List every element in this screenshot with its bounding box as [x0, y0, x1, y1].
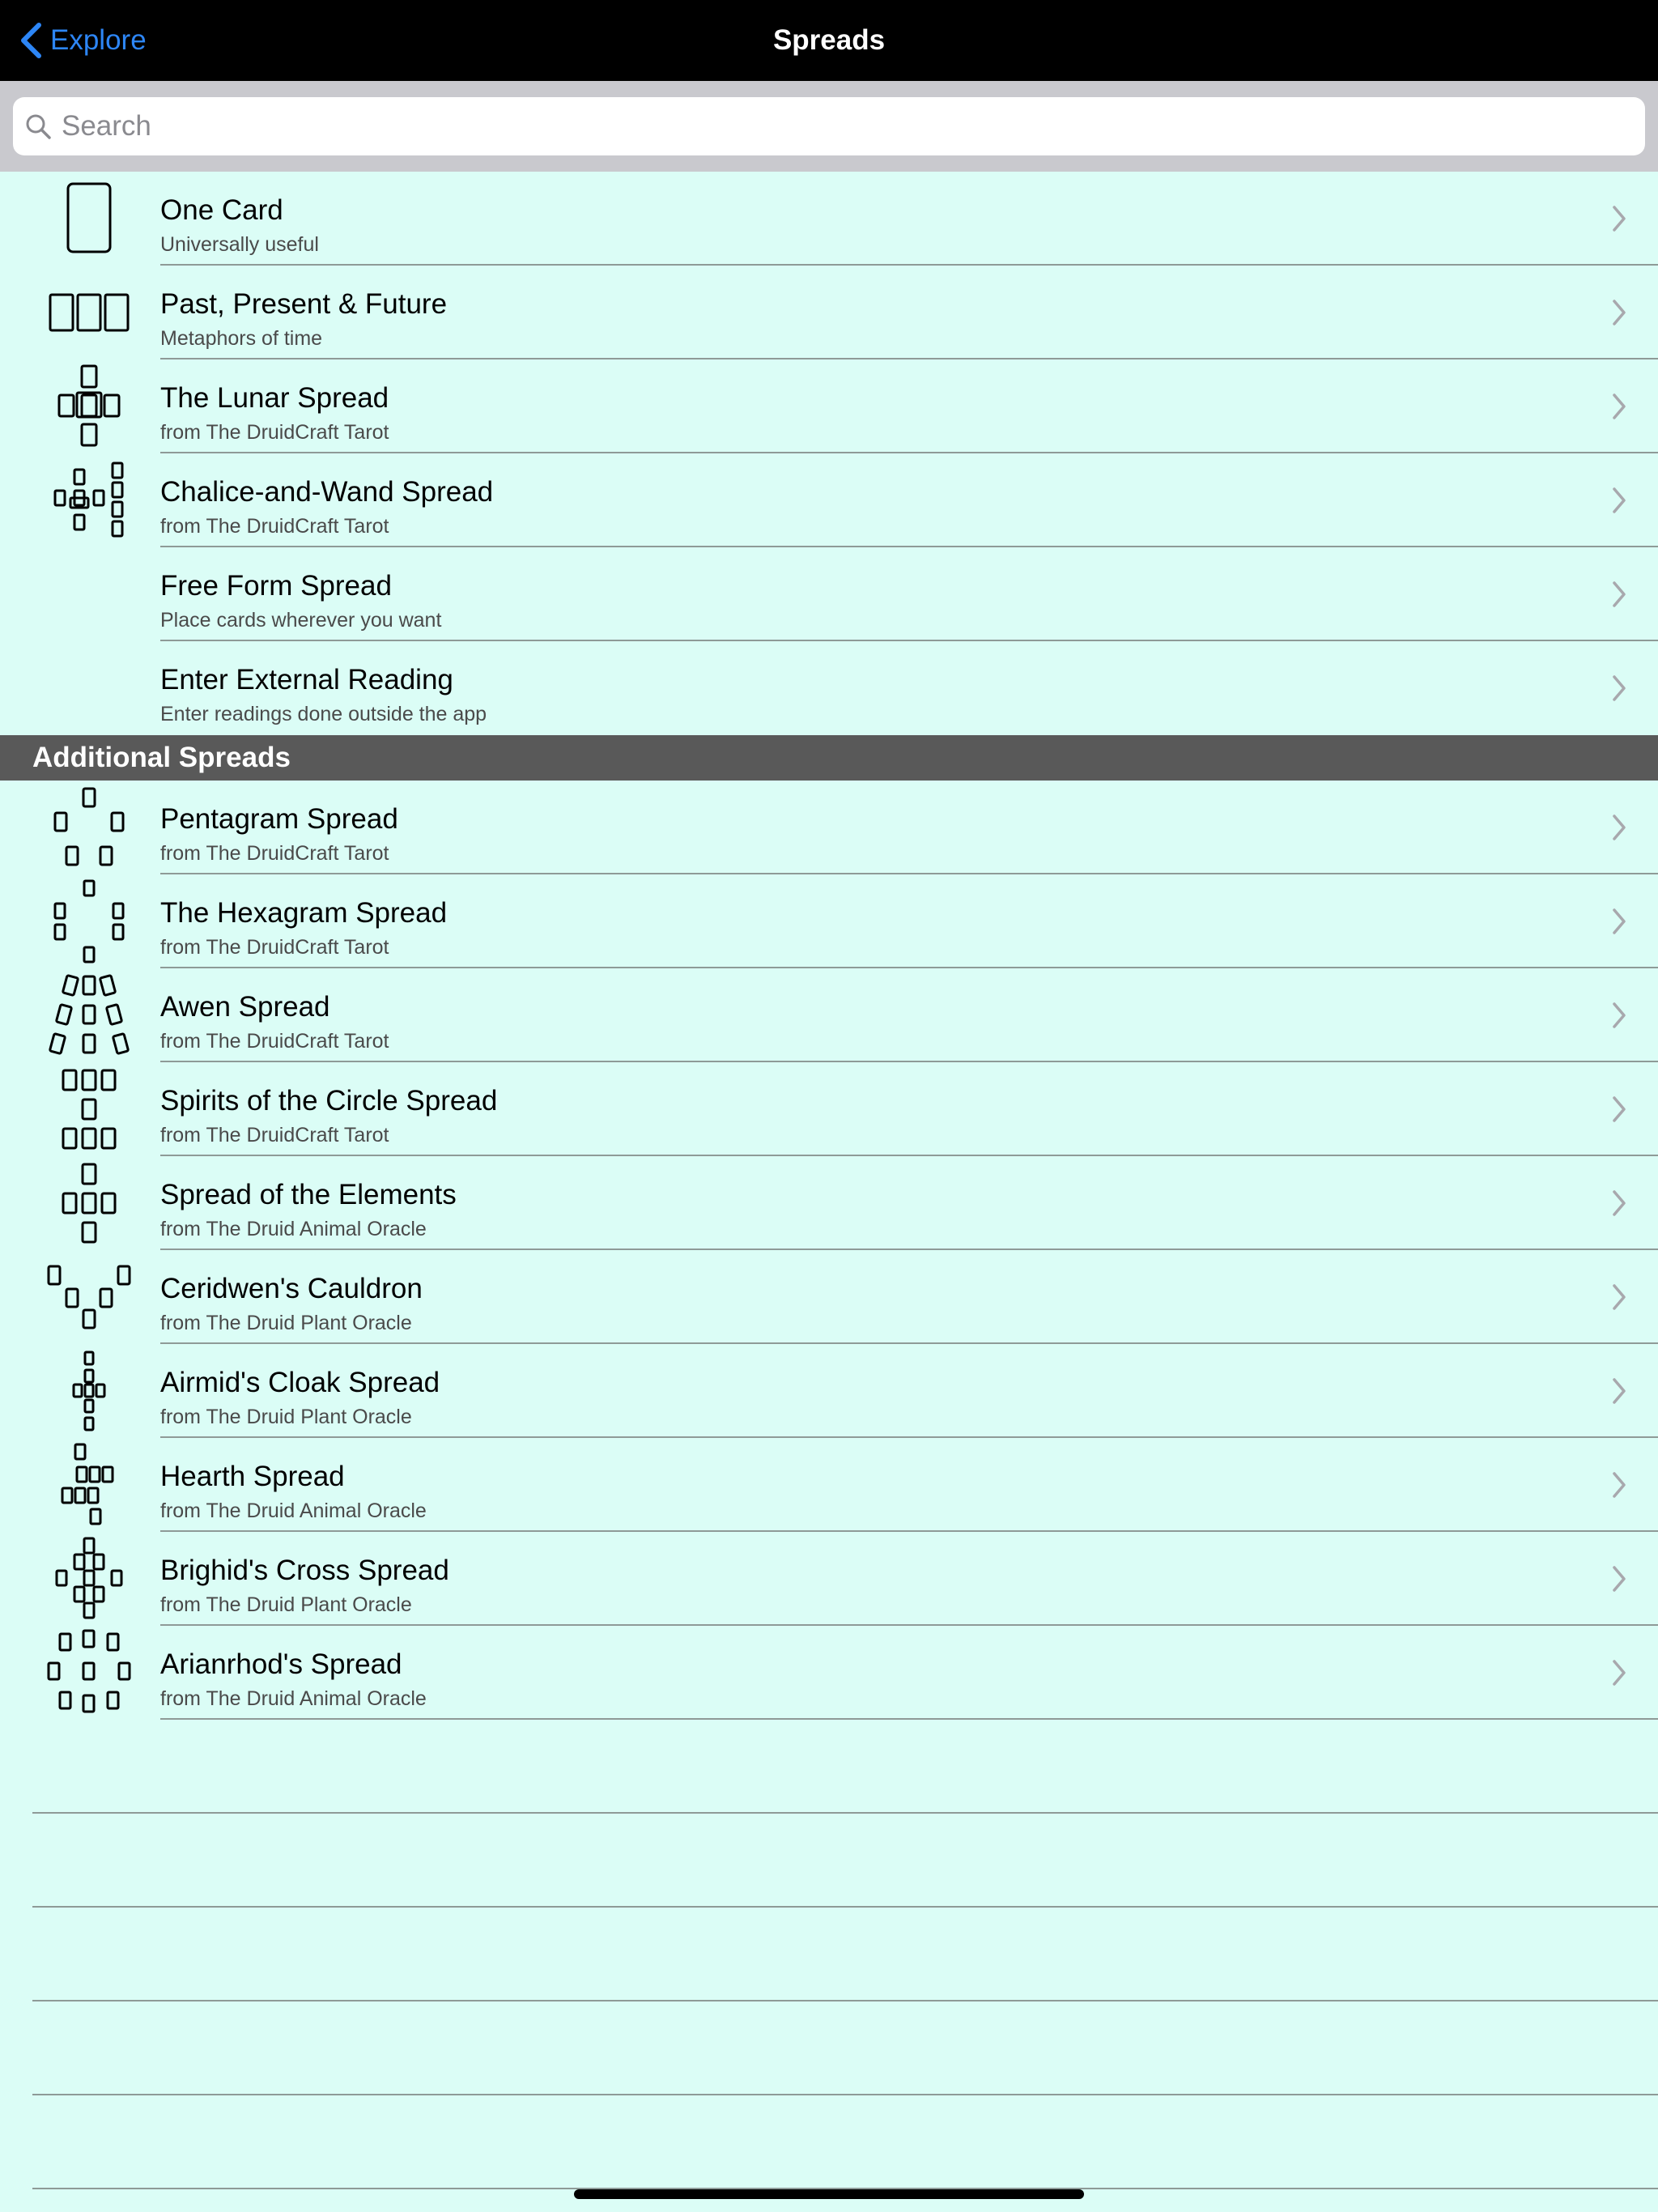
chevron-right-icon	[1611, 1376, 1627, 1406]
spread-title: The Hexagram Spread	[160, 897, 448, 929]
spread-subtitle: Place cards wherever you want	[160, 609, 442, 632]
spread-row-brighids-cross[interactable]	[0, 1532, 1658, 1626]
spread-subtitle: from The DruidCraft Tarot	[160, 515, 389, 538]
row-separator	[32, 2094, 1658, 2095]
search-bar	[0, 81, 1658, 172]
spread-title: Spirits of the Circle Spread	[160, 1085, 498, 1117]
elements-spread-icon	[32, 1156, 146, 1250]
spread-subtitle: from The Druid Animal Oracle	[160, 1499, 427, 1522]
spread-title: The Lunar Spread	[160, 382, 389, 414]
spread-title: Airmid's Cloak Spread	[160, 1367, 440, 1398]
one-card-spread-icon	[32, 172, 146, 266]
spread-subtitle: from The DruidCraft Tarot	[160, 936, 389, 959]
spread-subtitle: from The DruidCraft Tarot	[160, 421, 389, 444]
spread-row-awen[interactable]	[0, 968, 1658, 1062]
spread-subtitle: from The Druid Animal Oracle	[160, 1687, 427, 1710]
awen-spread-icon	[32, 968, 146, 1062]
spread-row-chalice-and-wand[interactable]	[0, 453, 1658, 547]
chevron-right-icon	[1611, 813, 1627, 842]
chevron-right-icon	[1611, 674, 1627, 703]
spread-title: Spread of the Elements	[160, 1179, 457, 1210]
spread-row-spirits-of-the-circle[interactable]	[0, 1062, 1658, 1156]
row-separator	[32, 1906, 1658, 1908]
spread-row-airmids-cloak[interactable]	[0, 1344, 1658, 1438]
spread-row-ceridwens-cauldron[interactable]	[0, 1250, 1658, 1344]
spread-title: Brighid's Cross Spread	[160, 1555, 449, 1586]
magnifier-icon	[24, 113, 52, 140]
spread-row-external-reading[interactable]	[0, 641, 1658, 735]
ceridwens-cauldron-spread-icon	[32, 1250, 146, 1344]
spread-title: One Card	[160, 194, 283, 226]
navigation-bar	[0, 0, 1658, 81]
spread-title: Hearth Spread	[160, 1461, 345, 1492]
back-button-label: Explore	[50, 24, 147, 56]
chevron-right-icon	[1611, 298, 1627, 327]
chevron-left-icon	[18, 22, 44, 59]
spread-title: Free Form Spread	[160, 570, 392, 602]
spread-subtitle: Enter readings done outside the app	[160, 703, 487, 725]
spread-row-lunar[interactable]	[0, 359, 1658, 453]
pentagram-spread-icon	[32, 781, 146, 874]
brighids-cross-spread-icon	[32, 1532, 146, 1626]
row-separator	[160, 1718, 1658, 1720]
hexagram-spread-icon	[32, 874, 146, 968]
chevron-right-icon	[1611, 1095, 1627, 1124]
spread-row-free-form[interactable]	[0, 547, 1658, 641]
spread-subtitle: Metaphors of time	[160, 327, 323, 350]
chevron-right-icon	[1611, 1189, 1627, 1218]
chevron-right-icon	[1611, 1564, 1627, 1593]
lunar-spread-icon	[32, 359, 146, 453]
spread-title: Awen Spread	[160, 991, 330, 1023]
spread-subtitle: from The Druid Animal Oracle	[160, 1218, 427, 1240]
search-input[interactable]	[62, 102, 1645, 151]
chevron-right-icon	[1611, 486, 1627, 515]
spread-subtitle: from The Druid Plant Oracle	[160, 1593, 412, 1616]
spread-subtitle: from The Druid Plant Oracle	[160, 1312, 412, 1334]
row-separator	[32, 2000, 1658, 2001]
spread-row-hexagram[interactable]	[0, 874, 1658, 968]
chevron-right-icon	[1611, 1658, 1627, 1687]
home-indicator[interactable]	[574, 2189, 1084, 2199]
chevron-right-icon	[1611, 1470, 1627, 1499]
row-separator	[32, 1812, 1658, 1814]
spread-subtitle: from The DruidCraft Tarot	[160, 1030, 389, 1053]
additional-spreads-list	[0, 781, 1658, 1720]
spread-title: Enter External Reading	[160, 664, 453, 696]
spread-row-one-card[interactable]	[0, 172, 1658, 266]
spread-row-past-present-future[interactable]	[0, 266, 1658, 359]
chevron-right-icon	[1611, 1283, 1627, 1312]
spread-title: Ceridwen's Cauldron	[160, 1273, 423, 1304]
page-title: Spreads	[772, 24, 886, 56]
spread-subtitle: from The DruidCraft Tarot	[160, 842, 389, 865]
chevron-right-icon	[1611, 392, 1627, 421]
spread-subtitle: from The Druid Plant Oracle	[160, 1406, 412, 1428]
spread-row-elements[interactable]	[0, 1156, 1658, 1250]
spread-row-hearth[interactable]	[0, 1438, 1658, 1532]
back-button[interactable]	[18, 18, 147, 63]
three-card-spread-icon	[32, 266, 146, 359]
section-header-label: Additional Spreads	[32, 742, 291, 773]
spread-row-arianrhods[interactable]	[0, 1626, 1658, 1720]
spirits-of-the-circle-spread-icon	[32, 1062, 146, 1156]
spread-title: Past, Present & Future	[160, 288, 448, 320]
chalice-and-wand-spread-icon	[32, 453, 146, 547]
chevron-right-icon	[1611, 907, 1627, 936]
spread-title: Chalice-and-Wand Spread	[160, 476, 494, 508]
spread-subtitle: Universally useful	[160, 233, 319, 256]
hearth-spread-icon	[32, 1438, 146, 1532]
chevron-right-icon	[1611, 1001, 1627, 1030]
chevron-right-icon	[1611, 580, 1627, 609]
spread-subtitle: from The DruidCraft Tarot	[160, 1124, 389, 1146]
airmids-cloak-spread-icon	[32, 1344, 146, 1438]
spread-title: Pentagram Spread	[160, 803, 398, 835]
spread-row-pentagram[interactable]	[0, 781, 1658, 874]
spread-title: Arianrhod's Spread	[160, 1648, 402, 1680]
arianrhods-spread-icon	[32, 1626, 146, 1720]
chevron-right-icon	[1611, 204, 1627, 233]
spreads-list	[0, 172, 1658, 735]
section-header-additional-spreads	[0, 735, 1658, 781]
search-field[interactable]	[13, 97, 1645, 155]
